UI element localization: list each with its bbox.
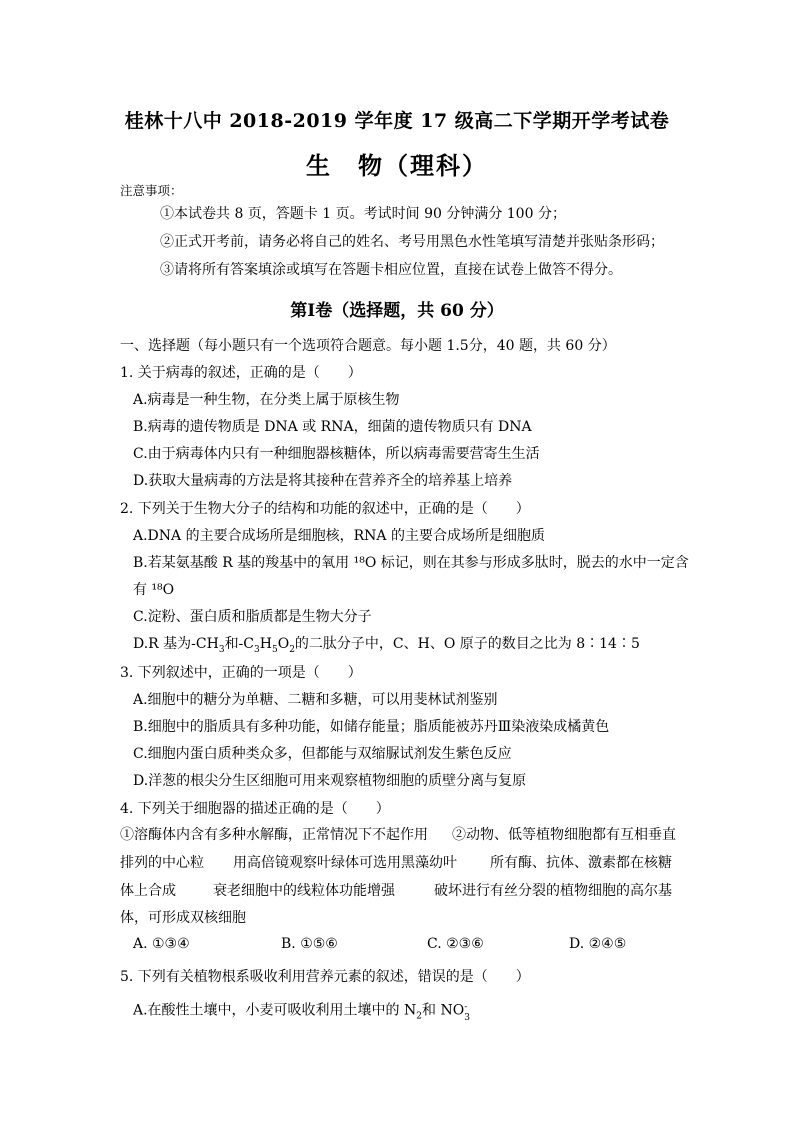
q4-option-a: A. ①③④ xyxy=(133,936,190,952)
notice-item-2: ②正式开考前，请务必将自己的姓名、考号用黑色水性笔填写清楚并张贴条形码； xyxy=(160,234,664,250)
q2-option-d: D.R 基为$-CH_3$和$-C_3H_5O_2$的二肽分子中，C、H、O 原子的数目之比为 8∶14∶5 xyxy=(133,636,640,655)
q4-statement-6: 破坏进行有丝分裂的植物细胞的高尔基 xyxy=(434,883,672,899)
q4-stem: 4. 下列关于细胞器的描述正确的是（ ） xyxy=(120,801,390,817)
q2-option-c: C.淀粉、蛋白质和脂质都是生物大分子 xyxy=(133,609,372,625)
q2-option-a: A.DNA 的主要合成场所是细胞核，RNA 的主要合成场所是细胞质 xyxy=(133,528,545,544)
notice-item-3: ③请将所有答案填涂或填写在答题卡相应位置，直接在试卷上做答不得分。 xyxy=(160,262,622,278)
q3-stem: 3. 下列叙述中，正确的一项是（ ） xyxy=(120,665,362,681)
q3-option-d: D.洋葱的根尖分生区细胞可用来观察植物细胞的质壁分离与复原 xyxy=(133,773,527,789)
section-instructions: 一、选择题（每小题只有一个选项符合题意。每小题 1.5分，40 题，共 60 分） xyxy=(120,338,616,354)
q4-statement-5: 衰老细胞中的线粒体功能增强 xyxy=(213,883,395,899)
q1-option-d: D.获取大量病毒的方法是将其接种在营养齐全的培养基上培养 xyxy=(133,473,513,489)
q5-stem: 5. 下列有关植物根系吸收利用营养元素的叙述，错误的是（ ） xyxy=(120,969,530,985)
q3-option-c: C.细胞内蛋白质种类众多，但都能与双缩脲试剂发生紫色反应 xyxy=(133,746,512,762)
exam-subject: 生 物（理科） xyxy=(306,151,488,180)
q3-option-a: A.细胞中的糖分为单糖、二糖和多糖，可以用斐林试剂鉴别 xyxy=(133,692,498,708)
q2-option-b-line1: B.若某氨基酸 R 基的羧基中的氧用 ¹⁸O 标记，则在其参与形成多肽时，脱去的水中一定含 xyxy=(133,555,689,571)
section-title: 第Ⅰ卷（选择题，共 60 分） xyxy=(290,301,504,321)
q3-option-b: B.细胞中的脂质具有多种功能，如储存能量；脂质能被苏丹Ⅲ染液染成橘黄色 xyxy=(133,719,610,735)
notice-heading: 注意事项： xyxy=(120,183,183,198)
q2-option-b-line2: 有 ¹⁸O xyxy=(133,582,175,598)
q4-statement-4: 所有酶、抗体、激素都在核糖 xyxy=(490,855,672,871)
q4-statement-3: 用高倍镜观察叶绿体可选用黑藻幼叶 xyxy=(233,855,457,871)
q4-option-c: C. ②③⑥ xyxy=(427,936,484,952)
q4-option-d: D. ②④⑤ xyxy=(569,936,627,952)
q1-option-a: A.病毒是一种生物，在分类上属于原核生物 xyxy=(133,392,400,408)
q1-option-b: B.病毒的遗传物质是 DNA 或 RNA，细菌的遗传物质只有 DNA xyxy=(133,419,532,435)
q1-option-c: C.由于病毒体内只有一种细胞器核糖体，所以病毒需要营寄生生活 xyxy=(133,446,540,462)
q4-statement-2-cont: 排列的中心粒 xyxy=(120,855,204,871)
q4-statement-1: ①溶酶体内含有多种水解酶，正常情况下不起作用 xyxy=(120,827,428,843)
q1-stem: 1. 关于病毒的叙述，正确的是（ ） xyxy=(120,365,362,381)
exam-title: 桂林十八中 2018-2019 学年度 17 级高二下学期开学考试卷 xyxy=(124,110,670,132)
q5-option-a: A.在酸性土壤中，小麦可吸收利用土壤中的 $N_2$和 NO- 3 xyxy=(133,1002,470,1023)
q4-statement-6-cont: 体，可形成双核细胞 xyxy=(120,910,246,926)
notice-item-1: ①本试卷共 8 页，答题卡 1 页。考试时间 90 分钟满分 100 分； xyxy=(160,206,566,222)
q4-option-b: B. ①⑤⑥ xyxy=(281,936,338,952)
q4-statement-2: ②动物、低等植物细胞都有互相垂直 xyxy=(452,827,676,843)
q2-stem: 2. 下列关于生物大分子的结构和功能的叙述中，正确的是（ ） xyxy=(120,501,530,517)
q4-statement-4-cont: 体上合成 xyxy=(120,883,176,899)
